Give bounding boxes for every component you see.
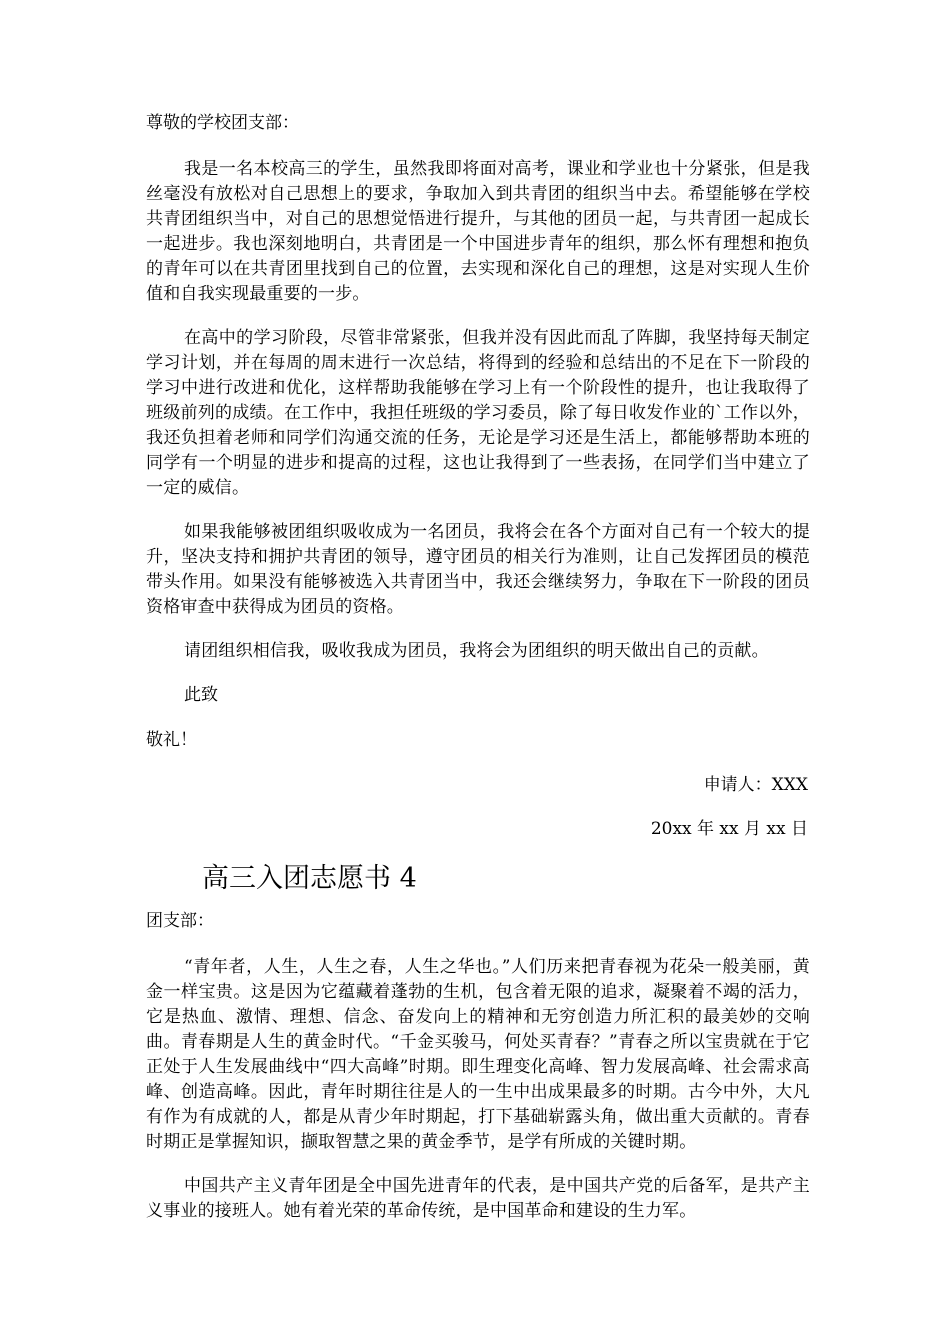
letter2-paragraph-1: “青年者，人生，人生之春，人生之华也。”人们历来把青春视为花朵一般美丽，黄金一样宝贵。这是因为它蕴藏着蓬勃的生机，包含着无限的追求，凝聚着不竭的活力，它是热血、激情、理想、信念、奋发向上的精神和无穷创造力所汇积的最美妙的交响曲。青春期是人生的黄金时代。“千金买骏马，何处买青春？”青春之所以宝贵就在于它正处于人生发展曲线中“四大高峰”时期。即生理变化高峰、智力发展高峰、社会需求高峰、创造高峰。因此，青年时期往往是人的一生中出成果最多的时期。古今中外，大凡有作为有成就的人，都是从青少年时期起，打下基础崭露头角，做出重大贡献的。青春时期正是掌握知识，撷取智慧之果的黄金季节，是学有所成的关键时期。 [146, 957, 810, 1152]
letter1-paragraph-4: 请团组织相信我，吸收我成为团员，我将会为团组织的明天做出自己的贡献。 [184, 641, 769, 661]
letter1-signature: 申请人：XXX [703, 775, 808, 795]
letter1-date: 20xx 年 xx 月 xx 日 [650, 819, 808, 839]
letter1-paragraph-2: 在高中的学习阶段，尽管非常紧张，但我并没有因此而乱了阵脚，我坚持每天制定学习计划，并在每周的周末进行一次总结，将得到的经验和总结出的不足在下一阶段的学习中进行改进和优化，这样帮助我能够在学习上有一个阶段性的提升，也让我取得了班级前列的成绩。在工作中，我担任班级的学习委员，除了每日收发作业的`工作以外，我还负担着老师和同学们沟通交流的任务，无论是学习还是生活上，都能够帮助本班的同学有一个明显的进步和提高的过程，这也让我得到了一些表扬，在同学们当中建立了一定的威信。 [146, 328, 810, 498]
document-body [146, 111, 810, 1243]
letter2-salutation: 团支部： [146, 911, 214, 931]
letter1-closing-jingli: 敬礼！ [146, 730, 197, 750]
letter1-paragraph-1: 我是一名本校高三的学生，虽然我即将面对高考，课业和学业也十分紧张，但是我丝毫没有放松对自己思想上的要求，争取加入到共青团的组织当中去。希望能够在学校共青团组织当中，对自己的思想觉悟进行提升，与其他的团员一起，与共青团一起成长一起进步。我也深刻地明白，共青团是一个中国进步青年的组织，那么怀有理想和抱负的青年可以在共青团里找到自己的位置，去实现和深化自己的理想，这是对实现人生价值和自我实现最重要的一步。 [146, 159, 810, 304]
letter2-paragraph-2: 中国共产主义青年团是全中国先进青年的代表，是中国共产党的后备军，是共产主义事业的接班人。她有着光荣的革命传统，是中国革命和建设的生力军。 [146, 1176, 810, 1221]
section-title: 高三入团志愿书 4 [202, 863, 417, 894]
letter1-salutation: 尊敬的学校团支部： [146, 113, 299, 133]
letter1-closing-cizhi: 此致 [184, 685, 218, 705]
letter1-paragraph-3: 如果我能够被团组织吸收成为一名团员，我将会在各个方面对自己有一个较大的提升，坚决支持和拥护共青团的领导，遵守团员的相关行为准则，让自己发挥团员的模范带头作用。如果没有能够被选入共青团当中，我还会继续努力，争取在下一阶段的团员资格审查中获得成为团员的资格。 [146, 522, 810, 617]
